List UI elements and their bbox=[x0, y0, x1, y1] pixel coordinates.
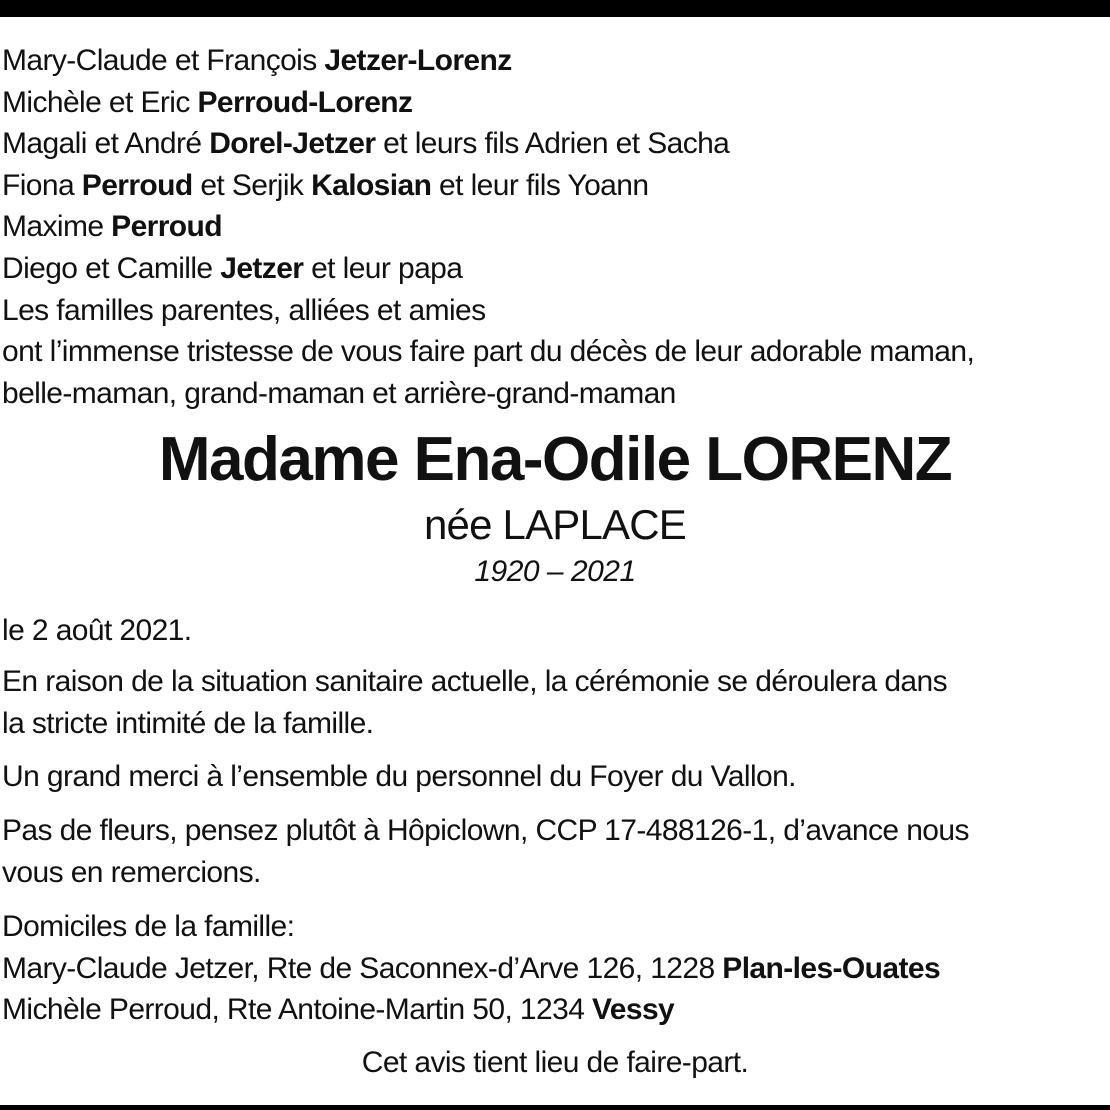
bottom-rule bbox=[0, 1105, 1110, 1110]
ceremony-line: En raison de la situation sanitaire actuelle, la cérémonie se déroulera dans bbox=[2, 665, 947, 698]
family-line bbox=[2, 40, 1108, 82]
family-list bbox=[2, 40, 1108, 414]
flowers-paragraph bbox=[2, 810, 1108, 893]
domicile-address: Mary-Claude Jetzer, Rte de Saconnex-d’Arve 126, 1228 bbox=[2, 951, 723, 985]
date-line: le 2 août 2021. bbox=[2, 614, 192, 647]
announcement-text: belle-maman, grand-maman et arrière-grand-maman bbox=[2, 376, 676, 410]
top-rule bbox=[0, 0, 1110, 17]
family-line bbox=[2, 290, 1108, 332]
family-surname: Jetzer bbox=[220, 251, 304, 285]
family-line bbox=[2, 165, 1108, 207]
ceremony-paragraph bbox=[2, 661, 1108, 744]
life-dates: 1920 – 2021 bbox=[474, 555, 636, 588]
family-text: Mary-Claude et François bbox=[2, 44, 325, 77]
domicile-line bbox=[2, 989, 1108, 1031]
family-text: Maxime bbox=[2, 210, 112, 244]
announcement-line bbox=[2, 331, 1108, 373]
family-text: Diego et Camille bbox=[2, 251, 221, 285]
family-text: Magali et André bbox=[2, 127, 210, 161]
flowers-line: Pas de fleurs, pensez plutôt à Hôpiclown, CCP 17-488126-1, d’avance nous bbox=[2, 814, 969, 847]
family-surname: Dorel-Jetzer bbox=[209, 127, 376, 161]
family-text: Fiona bbox=[2, 168, 82, 202]
family-surname: Perroud bbox=[81, 168, 193, 202]
domicile-place: Plan-les-Ouates bbox=[722, 951, 941, 985]
domicile-place: Vessy bbox=[592, 993, 675, 1027]
family-surname: Perroud-Lorenz bbox=[197, 85, 413, 119]
domicile-address: Michèle Perroud, Rte Antoine-Martin 50, 1234 bbox=[2, 993, 593, 1027]
family-surname: Perroud bbox=[111, 210, 222, 244]
thanks-line: Un grand merci à l’ensemble du personnel du Foyer du Vallon. bbox=[2, 760, 796, 793]
family-text: et leur fils Yoann bbox=[431, 168, 649, 202]
ceremony-line: la stricte intimité de la famille. bbox=[2, 706, 374, 740]
family-text: Michèle et Eric bbox=[2, 85, 198, 119]
family-line bbox=[2, 248, 1108, 290]
domiciles-block bbox=[2, 906, 1108, 1031]
family-line bbox=[2, 82, 1108, 124]
deceased-name: Madame Ena-Odile LORENZ bbox=[158, 425, 952, 494]
family-text: et leurs fils Adrien et Sacha bbox=[375, 127, 730, 161]
family-text: et leur papa bbox=[303, 251, 463, 285]
maiden-name: née LAPLACE bbox=[423, 501, 687, 548]
announcement-text: ont l’immense tristesse de vous faire part du décès de leur adorable maman, bbox=[2, 335, 975, 369]
closing-note: Cet avis tient lieu de faire-part. bbox=[361, 1046, 749, 1079]
family-surname: Jetzer-Lorenz bbox=[324, 44, 512, 77]
family-surname: Kalosian bbox=[311, 168, 432, 202]
flowers-line: vous en remercions. bbox=[2, 855, 261, 889]
announcement-line bbox=[2, 373, 1108, 415]
thanks-paragraph bbox=[2, 756, 1108, 798]
domicile-line bbox=[2, 948, 1108, 990]
family-text: Les familles parentes, alliées et amies bbox=[2, 293, 486, 327]
family-text: et Serjik bbox=[192, 168, 312, 202]
domiciles-heading: Domiciles de la famille: bbox=[2, 910, 295, 943]
family-line bbox=[2, 206, 1108, 248]
date-of-death bbox=[2, 610, 1108, 652]
family-line bbox=[2, 123, 1108, 165]
